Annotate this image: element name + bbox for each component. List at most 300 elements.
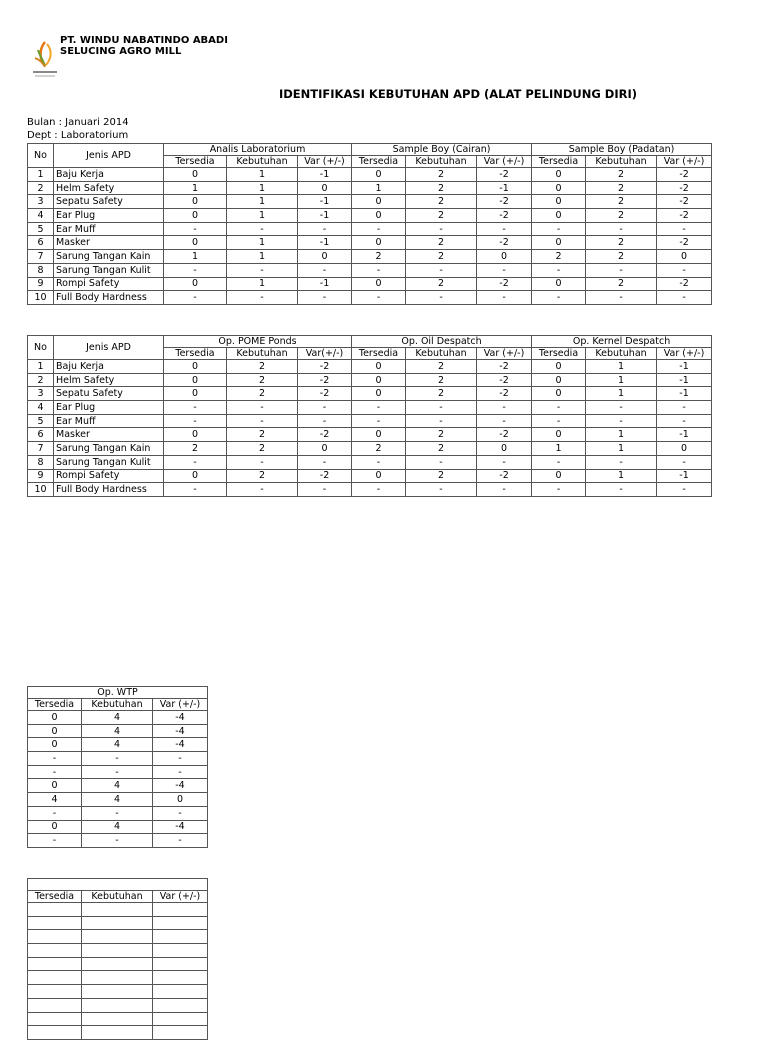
header-group	[28, 879, 208, 891]
row-value: 2	[352, 250, 406, 264]
row-value: 1	[532, 442, 586, 456]
row-item-name: Sepatu Safety	[54, 387, 164, 401]
row-number: 4	[28, 209, 54, 223]
row-value: -2	[298, 387, 352, 401]
row-value: -	[586, 455, 657, 469]
row-value: -	[82, 834, 153, 848]
row-value: -	[153, 752, 208, 766]
table-row	[28, 373, 712, 387]
row-value: -	[586, 414, 657, 428]
row-value: -	[28, 806, 82, 820]
row-value: 2	[406, 373, 477, 387]
row-value: -	[164, 483, 227, 497]
row-value	[153, 971, 208, 985]
row-value: 2	[227, 360, 298, 374]
row-value: -	[352, 291, 406, 305]
row-value: 0	[164, 277, 227, 291]
table-row	[28, 738, 208, 752]
row-value: 1	[227, 236, 298, 250]
row-value: 2	[227, 428, 298, 442]
row-value: -	[298, 483, 352, 497]
row-value	[28, 957, 82, 971]
row-value: -	[586, 222, 657, 236]
row-value: 0	[657, 250, 712, 264]
row-value: 0	[352, 373, 406, 387]
company-name	[60, 35, 228, 57]
row-value: -2	[298, 360, 352, 374]
table-row	[28, 469, 712, 483]
row-value: 0	[352, 195, 406, 209]
row-value: -	[657, 222, 712, 236]
row-value: -4	[153, 711, 208, 725]
row-value: -	[298, 455, 352, 469]
row-value: 0	[352, 236, 406, 250]
row-value: -	[657, 263, 712, 277]
table-row	[28, 195, 712, 209]
row-value: -2	[298, 428, 352, 442]
row-item-name: Baju Kerja	[54, 168, 164, 182]
row-value: 2	[406, 469, 477, 483]
table-row	[28, 820, 208, 834]
table-row	[28, 711, 208, 725]
table-row	[28, 1026, 208, 1040]
row-value: 2	[227, 442, 298, 456]
table-row	[28, 250, 712, 264]
row-value: 0	[532, 209, 586, 223]
row-value: 0	[477, 442, 532, 456]
table-row	[28, 209, 712, 223]
table-row	[28, 752, 208, 766]
table-row	[28, 360, 712, 374]
row-value	[28, 985, 82, 999]
row-value: 0	[164, 209, 227, 223]
row-item-name: Sarung Tangan Kain	[54, 442, 164, 456]
month-label: Bulan : Januari 2014	[27, 117, 129, 128]
row-item-name: Sepatu Safety	[54, 195, 164, 209]
row-value: 1	[586, 387, 657, 401]
row-value: -2	[657, 277, 712, 291]
row-value	[153, 985, 208, 999]
row-item-name: Helm Safety	[54, 181, 164, 195]
row-value: 1	[586, 373, 657, 387]
header-sub: Var(+/-)	[298, 348, 352, 360]
row-value: -	[153, 765, 208, 779]
row-value	[82, 930, 153, 944]
row-value: -2	[477, 360, 532, 374]
row-value: -	[298, 414, 352, 428]
document-title: IDENTIFIKASI KEBUTUHAN APD (ALAT PELINDUNG DIRI)	[278, 87, 638, 101]
header-group: Sample Boy (Padatan)	[532, 144, 712, 156]
row-value: -	[164, 401, 227, 415]
row-value: -	[532, 222, 586, 236]
row-number: 7	[28, 442, 54, 456]
row-value: 2	[406, 209, 477, 223]
row-value	[28, 998, 82, 1012]
row-value: -	[532, 483, 586, 497]
row-value: -	[657, 483, 712, 497]
header-sub: Kebutuhan	[586, 156, 657, 168]
row-number: 7	[28, 250, 54, 264]
row-value: -	[657, 291, 712, 305]
row-value	[153, 957, 208, 971]
row-value: 1	[586, 469, 657, 483]
row-value: -	[164, 455, 227, 469]
row-value: -	[298, 291, 352, 305]
table-row	[28, 291, 712, 305]
row-value	[28, 944, 82, 958]
row-value	[82, 957, 153, 971]
row-value: -	[153, 834, 208, 848]
row-value: -2	[477, 373, 532, 387]
row-value: -	[164, 291, 227, 305]
row-value: -	[406, 483, 477, 497]
table-row	[28, 387, 712, 401]
row-value: -	[298, 222, 352, 236]
row-value	[82, 971, 153, 985]
table-row	[28, 222, 712, 236]
header-jenis-apd: Jenis APD	[54, 336, 164, 360]
row-item-name: Sarung Tangan Kulit	[54, 263, 164, 277]
header-sub: Tersedia	[532, 348, 586, 360]
company-logo	[30, 38, 60, 83]
row-value: 1	[227, 209, 298, 223]
row-value: 1	[352, 181, 406, 195]
row-value: 0	[352, 168, 406, 182]
row-value: 2	[406, 195, 477, 209]
table-row	[28, 236, 712, 250]
header-sub: Var (+/-)	[298, 156, 352, 168]
table-row	[28, 971, 208, 985]
company-line1: PT. WINDU NABATINDO ABADI	[60, 35, 228, 46]
row-value: 1	[164, 250, 227, 264]
row-value	[153, 903, 208, 917]
header-sub: Tersedia	[532, 156, 586, 168]
header-sub: Tersedia	[164, 348, 227, 360]
row-value: 4	[28, 793, 82, 807]
header-sub: Kebutuhan	[82, 699, 153, 711]
table-row	[28, 442, 712, 456]
row-value: 4	[82, 724, 153, 738]
row-value: 0	[28, 779, 82, 793]
row-value: -2	[477, 168, 532, 182]
header-sub: Tersedia	[352, 156, 406, 168]
row-value: 2	[406, 181, 477, 195]
row-value: -	[164, 414, 227, 428]
row-value: 0	[28, 738, 82, 752]
row-value: -	[406, 263, 477, 277]
row-value: 0	[298, 181, 352, 195]
row-number: 3	[28, 387, 54, 401]
row-value: -	[352, 401, 406, 415]
header-sub: Kebutuhan	[227, 156, 298, 168]
row-value: 1	[227, 181, 298, 195]
row-value: 2	[586, 168, 657, 182]
row-value: -4	[153, 738, 208, 752]
table-row	[28, 903, 208, 917]
table-row	[28, 483, 712, 497]
row-value: -1	[298, 277, 352, 291]
row-value: 0	[298, 442, 352, 456]
row-value: 2	[406, 428, 477, 442]
row-value: 1	[227, 195, 298, 209]
row-value: -	[28, 834, 82, 848]
row-value: 0	[352, 469, 406, 483]
row-item-name: Baju Kerja	[54, 360, 164, 374]
header-sub: Tersedia	[28, 699, 82, 711]
row-value: -2	[477, 236, 532, 250]
row-value: 1	[164, 181, 227, 195]
row-value: -2	[657, 209, 712, 223]
row-value: 0	[532, 277, 586, 291]
row-value: -1	[298, 195, 352, 209]
row-value: 0	[164, 469, 227, 483]
row-value: -4	[153, 820, 208, 834]
row-number: 5	[28, 222, 54, 236]
row-value: 0	[164, 195, 227, 209]
row-number: 9	[28, 277, 54, 291]
row-value: -	[477, 291, 532, 305]
row-value	[153, 916, 208, 930]
row-value	[82, 985, 153, 999]
row-value: 0	[164, 360, 227, 374]
table-row	[28, 428, 712, 442]
row-value	[153, 1026, 208, 1040]
row-value: 2	[586, 250, 657, 264]
header-sub: Kebutuhan	[406, 348, 477, 360]
row-value: 1	[227, 168, 298, 182]
row-value: -	[406, 455, 477, 469]
header-sub: Tersedia	[28, 891, 82, 903]
row-value: -4	[153, 779, 208, 793]
row-value: -1	[298, 236, 352, 250]
table-row	[28, 724, 208, 738]
table-row	[28, 985, 208, 999]
row-value: -	[227, 222, 298, 236]
row-value: 4	[82, 793, 153, 807]
row-value: 2	[227, 469, 298, 483]
row-item-name: Full Body Hardness	[54, 291, 164, 305]
row-value: -2	[477, 209, 532, 223]
header-group: Op. POME Ponds	[164, 336, 352, 348]
row-number: 10	[28, 291, 54, 305]
row-value: -	[532, 455, 586, 469]
row-item-name: Helm Safety	[54, 373, 164, 387]
row-value: 2	[586, 195, 657, 209]
row-value: 4	[82, 738, 153, 752]
row-value: -	[532, 263, 586, 277]
header-no: No	[28, 336, 54, 360]
row-value: -	[477, 401, 532, 415]
row-number: 2	[28, 181, 54, 195]
row-value: -2	[298, 373, 352, 387]
row-value: 0	[532, 428, 586, 442]
row-item-name: Ear Plug	[54, 401, 164, 415]
row-value	[82, 903, 153, 917]
row-value: -	[352, 455, 406, 469]
row-value: 0	[532, 195, 586, 209]
row-number: 1	[28, 360, 54, 374]
row-value	[153, 944, 208, 958]
row-value: -	[406, 414, 477, 428]
row-value: 0	[657, 442, 712, 456]
row-value: 2	[586, 181, 657, 195]
row-value: 0	[532, 373, 586, 387]
row-value: 4	[82, 820, 153, 834]
row-item-name: Sarung Tangan Kulit	[54, 455, 164, 469]
row-value	[82, 998, 153, 1012]
row-value: -	[477, 222, 532, 236]
row-value: 0	[352, 387, 406, 401]
row-value	[28, 971, 82, 985]
row-value: 0	[532, 469, 586, 483]
row-value: -	[352, 483, 406, 497]
table-row	[28, 765, 208, 779]
row-value: 2	[406, 277, 477, 291]
row-value: 2	[586, 209, 657, 223]
row-value: -	[28, 765, 82, 779]
row-value: -	[477, 414, 532, 428]
row-number: 1	[28, 168, 54, 182]
row-item-name: Masker	[54, 236, 164, 250]
row-value: 4	[82, 779, 153, 793]
row-value: -	[227, 291, 298, 305]
row-number: 8	[28, 455, 54, 469]
row-number: 3	[28, 195, 54, 209]
header-sub: Tersedia	[164, 156, 227, 168]
row-value: -	[586, 401, 657, 415]
table-row	[28, 930, 208, 944]
table-row	[28, 779, 208, 793]
header-sub: Tersedia	[352, 348, 406, 360]
row-value: -	[153, 806, 208, 820]
table-row	[28, 998, 208, 1012]
row-value: -2	[657, 195, 712, 209]
table-row	[28, 957, 208, 971]
row-value: 0	[352, 360, 406, 374]
row-value: -	[406, 401, 477, 415]
header-sub: Var (+/-)	[477, 156, 532, 168]
table-row	[28, 806, 208, 820]
row-value: -	[227, 401, 298, 415]
row-value: 0	[164, 236, 227, 250]
row-value: -	[532, 401, 586, 415]
row-value	[28, 930, 82, 944]
header-sub: Var (+/-)	[477, 348, 532, 360]
row-value: -	[406, 222, 477, 236]
row-number: 10	[28, 483, 54, 497]
row-value: 0	[532, 181, 586, 195]
table-row	[28, 793, 208, 807]
row-value: 1	[586, 442, 657, 456]
row-value: 0	[153, 793, 208, 807]
row-item-name: Masker	[54, 428, 164, 442]
table-row	[28, 455, 712, 469]
row-value: -2	[298, 469, 352, 483]
row-value: 2	[406, 236, 477, 250]
row-item-name: Sarung Tangan Kain	[54, 250, 164, 264]
row-number: 6	[28, 428, 54, 442]
table-apd-wtp	[27, 686, 208, 848]
row-value: 1	[227, 250, 298, 264]
header-sub: Var (+/-)	[657, 348, 712, 360]
row-value: -2	[657, 181, 712, 195]
row-value: 0	[298, 250, 352, 264]
row-value: 2	[406, 360, 477, 374]
row-value: -	[227, 414, 298, 428]
dept-label: Dept : Laboratorium	[27, 130, 129, 141]
row-value: -	[352, 414, 406, 428]
row-number: 9	[28, 469, 54, 483]
header-sub: Var (+/-)	[153, 891, 208, 903]
row-value: 2	[406, 168, 477, 182]
row-value: 0	[28, 724, 82, 738]
row-value: -2	[477, 469, 532, 483]
row-value: -	[82, 765, 153, 779]
company-line2: SELUCING AGRO MILL	[60, 46, 182, 57]
row-value: 2	[406, 387, 477, 401]
row-value	[82, 1026, 153, 1040]
row-value: 2	[164, 442, 227, 456]
row-value: 0	[28, 711, 82, 725]
row-value: 0	[164, 373, 227, 387]
row-value: -1	[477, 181, 532, 195]
row-value: -1	[657, 373, 712, 387]
row-value: -	[298, 263, 352, 277]
row-value: -1	[298, 209, 352, 223]
table-row	[28, 834, 208, 848]
row-value: 0	[164, 428, 227, 442]
row-value: 0	[352, 428, 406, 442]
row-value: -	[657, 455, 712, 469]
row-number: 6	[28, 236, 54, 250]
table-row	[28, 263, 712, 277]
row-value: 2	[227, 387, 298, 401]
row-value: 1	[586, 428, 657, 442]
row-value: -2	[657, 168, 712, 182]
row-value: -1	[298, 168, 352, 182]
row-value: 0	[352, 277, 406, 291]
table-row	[28, 916, 208, 930]
header-jenis-apd: Jenis APD	[54, 144, 164, 168]
row-item-name: Ear Plug	[54, 209, 164, 223]
row-value: 0	[532, 360, 586, 374]
row-value	[28, 916, 82, 930]
row-value: -	[477, 263, 532, 277]
row-value: 2	[406, 442, 477, 456]
row-value: -1	[657, 360, 712, 374]
row-value: -	[227, 263, 298, 277]
row-value: -	[298, 401, 352, 415]
table-row	[28, 401, 712, 415]
row-value: -	[657, 414, 712, 428]
header-group: Sample Boy (Cairan)	[352, 144, 532, 156]
row-value: -	[477, 455, 532, 469]
row-value	[82, 916, 153, 930]
row-value: -	[352, 222, 406, 236]
row-value: -	[227, 455, 298, 469]
header-no: No	[28, 144, 54, 168]
table-apd-1	[27, 143, 712, 305]
row-value: 2	[532, 250, 586, 264]
table-row	[28, 181, 712, 195]
row-value: -1	[657, 428, 712, 442]
table-row	[28, 944, 208, 958]
header-sub: Kebutuhan	[406, 156, 477, 168]
header-sub: Kebutuhan	[82, 891, 153, 903]
row-item-name: Rompi Safety	[54, 277, 164, 291]
row-value: 1	[227, 277, 298, 291]
row-value: -2	[477, 195, 532, 209]
